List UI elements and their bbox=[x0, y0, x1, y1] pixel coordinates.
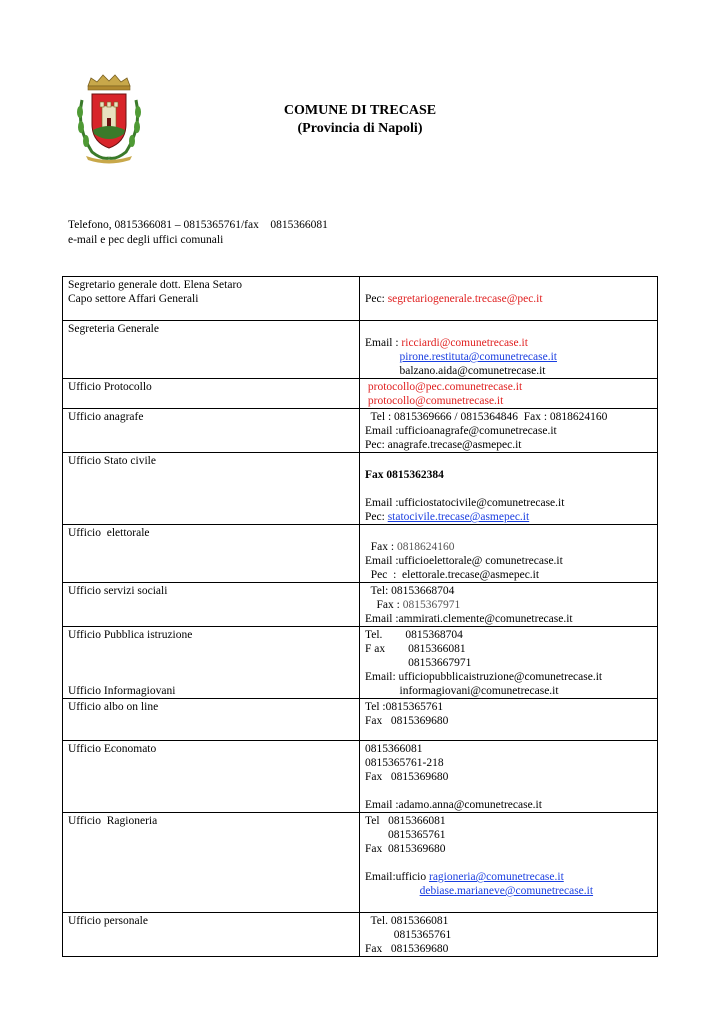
contact-value: 0818624160 bbox=[396, 541, 455, 553]
table-row bbox=[63, 277, 658, 321]
contact-line: Email :ufficioelettorale@ comunetrecase.it bbox=[365, 555, 563, 567]
table-row bbox=[63, 741, 658, 813]
contact-line bbox=[365, 350, 653, 364]
table-row bbox=[63, 379, 658, 409]
contact-line bbox=[365, 884, 653, 898]
contact-line: Fax 0815369680 bbox=[365, 715, 449, 727]
table-row bbox=[63, 813, 658, 913]
office-name bbox=[68, 656, 355, 670]
office-name: Ufficio Economato bbox=[68, 743, 157, 755]
table-row bbox=[63, 453, 658, 525]
office-name: Ufficio personale bbox=[68, 915, 148, 927]
phone-line: Telefono, 0815366081 – 0815365761/fax 0815366081 bbox=[68, 219, 328, 231]
office-name bbox=[68, 670, 355, 684]
table-row bbox=[63, 913, 658, 957]
office-name-cell bbox=[63, 379, 360, 409]
offices-table bbox=[62, 276, 658, 957]
office-name: Ufficio anagrafe bbox=[68, 411, 144, 423]
document-header bbox=[240, 102, 480, 138]
email-link[interactable]: protocollo@pec.comunetrecase.it bbox=[367, 381, 523, 393]
contact-line: F ax 0815366081 bbox=[365, 643, 466, 655]
contact-prefix: Pec: bbox=[365, 511, 388, 523]
email-link[interactable]: protocollo@comunetrecase.it bbox=[367, 395, 504, 407]
contact-line bbox=[365, 380, 653, 394]
contact-line: Tel: 08153668704 bbox=[365, 585, 455, 597]
office-name-cell bbox=[63, 813, 360, 913]
office-name: Ufficio Stato civile bbox=[68, 455, 156, 467]
contact-prefix bbox=[365, 351, 400, 363]
contact-line bbox=[365, 870, 653, 884]
contact-block bbox=[68, 218, 328, 248]
email-link[interactable]: statocivile.trecase@asmepec.it bbox=[387, 511, 530, 523]
table-row bbox=[63, 699, 658, 741]
contact-line: Email: ufficiopubblicaistruzione@comunetrecase.it bbox=[365, 671, 603, 683]
contact-line bbox=[365, 898, 653, 912]
contact-prefix: Pec: bbox=[365, 293, 388, 305]
office-contacts-cell bbox=[360, 277, 658, 321]
contact-line: Tel : 0815369666 / 0815364846 Fax : 0818624160 bbox=[365, 411, 608, 423]
contact-prefix: Email:ufficio bbox=[365, 871, 429, 883]
contact-line: informagiovani@comunetrecase.it bbox=[365, 685, 559, 697]
office-name-cell bbox=[63, 409, 360, 453]
page-title: COMUNE DI TRECASE bbox=[283, 103, 437, 118]
municipal-crest bbox=[74, 72, 144, 164]
office-name: Ufficio elettorale bbox=[68, 527, 150, 539]
contact-line: 0815366081 bbox=[365, 743, 423, 755]
office-contacts-cell bbox=[360, 813, 658, 913]
contact-line: Tel :0815365761 bbox=[365, 701, 444, 713]
office-contacts-cell bbox=[360, 525, 658, 583]
office-name: Ufficio Ragioneria bbox=[68, 815, 158, 827]
email-link[interactable]: segretariogenerale.trecase@pec.it bbox=[387, 293, 543, 305]
office-name: Segreteria Generale bbox=[68, 323, 159, 335]
office-name: Ufficio albo on line bbox=[68, 701, 159, 713]
office-contacts-cell bbox=[360, 379, 658, 409]
contact-prefix: Fax : bbox=[365, 599, 403, 611]
contact-line bbox=[365, 278, 653, 292]
contact-line: Email :ammirati.clemente@comunetrecase.it bbox=[365, 613, 573, 625]
email-link[interactable]: ragioneria@comunetrecase.it bbox=[428, 871, 564, 883]
office-name: Ufficio Pubblica istruzione bbox=[68, 629, 193, 641]
contact-prefix: Fax : bbox=[365, 541, 397, 553]
contact-line: Email :adamo.anna@comunetrecase.it bbox=[365, 799, 542, 811]
contact-line: 0815365761-218 bbox=[365, 757, 444, 769]
office-name-cell bbox=[63, 741, 360, 813]
office-name-cell bbox=[63, 453, 360, 525]
contact-line: Pec: anagrafe.trecase@asmepec.it bbox=[365, 439, 522, 451]
crown-icon bbox=[88, 75, 130, 90]
contact-line: Fax 0815369680 bbox=[365, 771, 449, 783]
office-name: Ufficio Informagiovani bbox=[68, 685, 176, 697]
contact-prefix bbox=[365, 885, 420, 897]
contact-line bbox=[365, 322, 653, 336]
table-row bbox=[63, 583, 658, 627]
office-name bbox=[68, 642, 355, 656]
contact-line bbox=[365, 526, 653, 540]
email-intro-line: e-mail e pec degli uffici comunali bbox=[68, 234, 224, 246]
contact-line: balzano.aida@comunetrecase.it bbox=[365, 365, 546, 377]
office-name: Ufficio Protocollo bbox=[68, 381, 152, 393]
office-contacts-cell bbox=[360, 409, 658, 453]
contact-line bbox=[365, 784, 653, 798]
office-name-cell bbox=[63, 913, 360, 957]
table-row bbox=[63, 409, 658, 453]
page-subtitle: (Provincia di Napoli) bbox=[297, 121, 423, 136]
contact-line bbox=[365, 336, 653, 350]
office-contacts-cell bbox=[360, 913, 658, 957]
office-name: Capo settore Affari Generali bbox=[68, 293, 199, 305]
contact-line: 0815365761 bbox=[365, 829, 446, 841]
contact-line: Fax 0815369680 bbox=[365, 843, 446, 855]
contact-line bbox=[365, 454, 653, 468]
office-contacts-cell bbox=[360, 627, 658, 699]
contact-line bbox=[365, 482, 653, 496]
office-name-cell bbox=[63, 627, 360, 699]
contact-line bbox=[365, 510, 653, 524]
office-name-cell bbox=[63, 525, 360, 583]
office-contacts-cell bbox=[360, 583, 658, 627]
office-name-cell bbox=[63, 321, 360, 379]
contact-line: Email :ufficioanagrafe@comunetrecase.it bbox=[365, 425, 557, 437]
contact-line bbox=[365, 394, 653, 408]
office-name-cell bbox=[63, 277, 360, 321]
office-contacts-cell bbox=[360, 741, 658, 813]
contact-line: Fax 0815369680 bbox=[365, 943, 449, 955]
contact-line bbox=[365, 292, 653, 306]
office-name-cell bbox=[63, 699, 360, 741]
table-row bbox=[63, 525, 658, 583]
contact-line: Pec : elettorale.trecase@asmepec.it bbox=[365, 569, 540, 581]
contact-line: Tel 0815366081 bbox=[365, 815, 446, 827]
contact-line: Email :ufficiostatocivile@comunetrecase.it bbox=[365, 497, 565, 509]
contact-line bbox=[365, 540, 653, 554]
contact-line bbox=[365, 598, 653, 612]
contact-value: 0815367971 bbox=[402, 599, 461, 611]
contact-line bbox=[365, 856, 653, 870]
contact-prefix: Email : bbox=[365, 337, 402, 349]
contact-line: 08153667971 bbox=[365, 657, 472, 669]
office-name: Ufficio servizi sociali bbox=[68, 585, 168, 597]
email-link[interactable]: debiase.marianeve@comunetrecase.it bbox=[419, 885, 594, 897]
email-link[interactable]: pirone.restituta@comunetrecase.it bbox=[399, 351, 557, 363]
office-contacts-cell bbox=[360, 321, 658, 379]
office-contacts-cell bbox=[360, 699, 658, 741]
office-name: Segretario generale dott. Elena Setaro bbox=[68, 279, 243, 291]
contact-line: Tel. 0815368704 bbox=[365, 629, 463, 641]
office-contacts-cell bbox=[360, 453, 658, 525]
office-name-cell bbox=[63, 583, 360, 627]
contact-line: 0815365761 bbox=[365, 929, 452, 941]
contact-line: Fax 0815362384 bbox=[365, 469, 444, 481]
table-row bbox=[63, 627, 658, 699]
contact-line: Tel. 0815366081 bbox=[365, 915, 449, 927]
table-row bbox=[63, 321, 658, 379]
email-link[interactable]: ricciardi@comunetrecase.it bbox=[401, 337, 528, 349]
